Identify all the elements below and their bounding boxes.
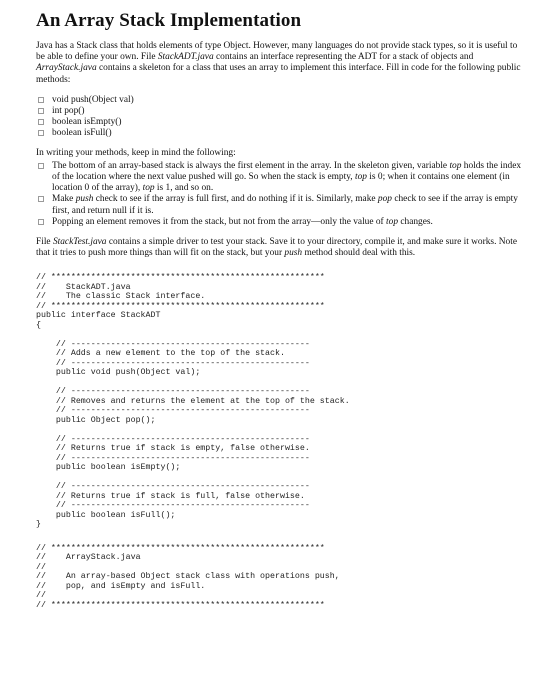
code-line: // *******************************************************: [36, 273, 325, 283]
driver-paragraph: File StackTest.java contains a simple driver to test your stack. Save it to your directory, compile it, and make sure it works. Note that it tries to push more things than will fit on the stack, but your push method should deal with this.: [36, 237, 517, 259]
bullet-box-icon: [38, 196, 44, 202]
code-line: // *******************************************************: [36, 600, 325, 610]
code-line: // Adds a new element to the top of the stack.: [36, 349, 285, 359]
code-line: // ArrayStack.java: [36, 553, 141, 563]
code-line: }: [36, 520, 41, 530]
guideline-item: The bottom of an array-based stack is always the first element in the array. In the skeleton given, variable top holds the index of the location where the next value pushed will go. So when the stack is empty, top is 0; when it contains one element (in location 0 of the array), top is 1, and so on.: [36, 161, 524, 195]
code-line: // ------------------------------------------------: [36, 406, 310, 416]
bullet-box-icon: [38, 97, 44, 103]
code-line: public Object pop();: [36, 415, 156, 425]
guideline-item: Make push check to see if the array is full first, and do nothing if it is. Similarly, make pop check to see if the array is empty first, and return null if it is.: [36, 194, 524, 216]
bullet-box-icon: [38, 130, 44, 136]
bullet-box-icon: [38, 119, 44, 125]
method-item: void push(Object val): [36, 95, 524, 106]
code-line: // StackADT.java: [36, 282, 131, 292]
method-item: int pop(): [36, 106, 524, 117]
code-line: // ------------------------------------------------: [36, 358, 310, 368]
code-listing-arraystack: [36, 544, 524, 611]
method-item: boolean isFull(): [36, 128, 524, 139]
code-line: {: [36, 320, 41, 330]
code-line: // ------------------------------------------------: [36, 434, 310, 444]
code-line: // ------------------------------------------------: [36, 453, 310, 463]
code-line: // ------------------------------------------------: [36, 339, 310, 349]
bullet-box-icon: [38, 108, 44, 114]
intro-paragraph: Java has a Stack class that holds elements of type Object. However, many languages do not provide stack types, so it is useful to be able to define your own. File StackADT.java contains an interface representing the ADT for a stack of objects and ArrayStack.java contains a skeleton for a class that uses an array to implement this interface. Fill in code for the following public methods:: [36, 41, 521, 85]
code-line: // Returns true if stack is empty, false otherwise.: [36, 444, 310, 454]
code-line: // ------------------------------------------------: [36, 387, 310, 397]
code-line: // The classic Stack interface.: [36, 292, 206, 302]
file-name-stacktest: StackTest.java: [52, 237, 107, 248]
code-line: // An array-based Object stack class with operations push,: [36, 572, 340, 582]
code-line: [36, 425, 524, 435]
method-list: [36, 95, 524, 140]
code-line: public boolean isEmpty();: [36, 463, 181, 473]
keep-in-mind-text: In writing your methods, keep in mind the following:: [36, 147, 236, 158]
code-line: // Returns true if stack is full, false otherwise.: [36, 491, 305, 501]
file-name-stackadt: StackADT.java: [157, 52, 214, 63]
bullet-box-icon: [38, 163, 44, 169]
code-line: [36, 330, 524, 340]
code-line: // Removes and returns the element at the top of the stack.: [36, 396, 350, 406]
page-title: An Array Stack Implementation: [36, 10, 302, 31]
code-line: // *******************************************************: [36, 543, 325, 553]
guideline-item: Popping an element removes it from the stack, but not from the array—only the value of top changes.: [36, 217, 524, 228]
code-line: // pop, and isEmpty and isFull.: [36, 581, 206, 591]
guideline-list: [36, 161, 524, 228]
code-line: public interface StackADT: [36, 311, 161, 321]
code-listing-stackadt: [36, 273, 524, 530]
code-line: //: [36, 562, 46, 572]
code-line: public void push(Object val);: [36, 368, 201, 378]
code-line: public boolean isFull();: [36, 510, 176, 520]
code-line: // ------------------------------------------------: [36, 482, 310, 492]
code-line: // ------------------------------------------------: [36, 501, 310, 511]
code-line: // *******************************************************: [36, 301, 325, 311]
file-name-arraystack: ArrayStack.java: [36, 63, 97, 74]
method-item: boolean isEmpty(): [36, 117, 524, 128]
bullet-box-icon: [38, 219, 44, 225]
code-line: //: [36, 591, 46, 601]
